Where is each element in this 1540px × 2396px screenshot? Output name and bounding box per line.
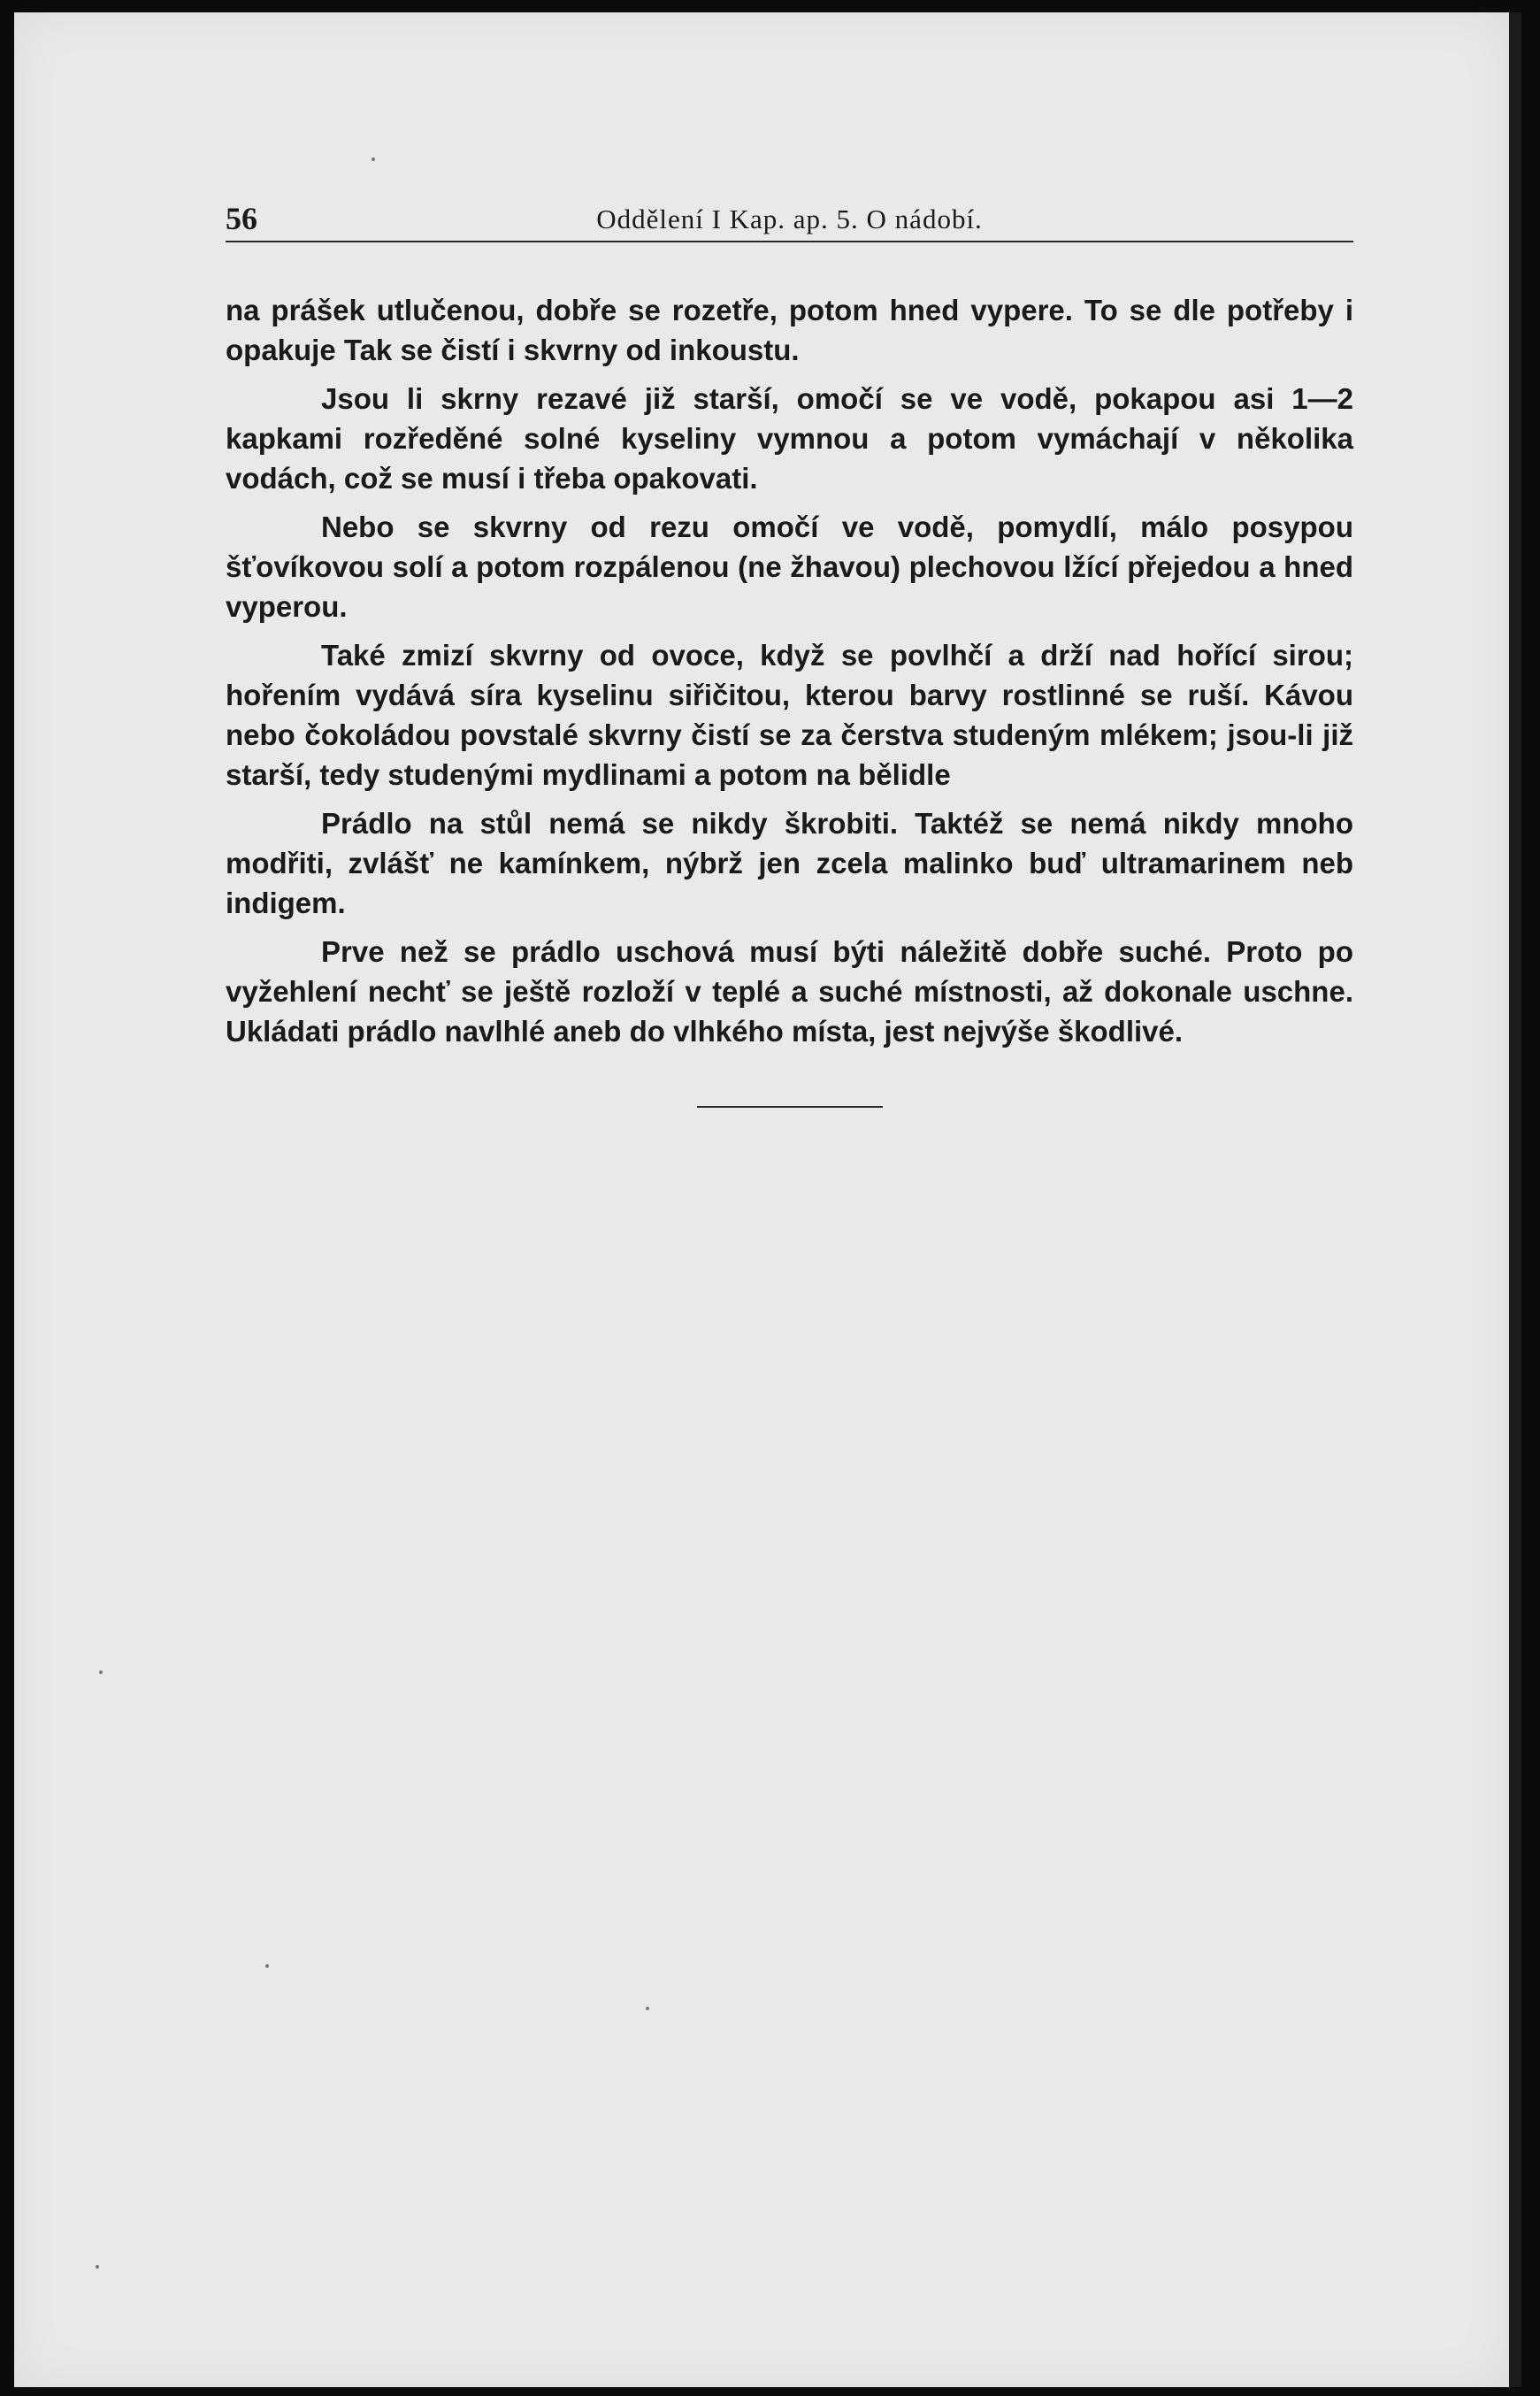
document-page	[226, 195, 1353, 1108]
paragraph: Také zmizí skvrny od ovoce, když se povlhčí a drží nad hořící sirou; hořením vydává síra kyselinu siřičitou, kterou barvy rostlinné se ruší. Kávou nebo čokoládou povstalé skvrny čistí se za čerstva studeným mlékem; jsou-li již starší, tedy studenými mydlinami a potom na bělidle	[226, 639, 1353, 791]
paragraph: Jsou li skrny rezavé již starší, omočí se ve vodě, pokapou asi 1—2 kapkami rozředěné solné kyseliny vymnou a potom vymáchají v několika vodách, což se musí i třeba opakovati.	[226, 382, 1353, 495]
page-edge-shadow	[1509, 12, 1521, 2387]
dust-speck	[96, 2265, 99, 2269]
paragraph: Prádlo na stůl nemá se nikdy škrobiti. Taktéž se nemá nikdy mnoho modřiti, zvlášť ne kamínkem, nýbrž jen zcela malinko buď ultramarinem neb indigem.	[226, 807, 1353, 919]
page-header	[226, 195, 1353, 246]
dust-speck	[372, 157, 375, 161]
header-rule	[226, 241, 1353, 242]
body-text	[226, 290, 1353, 1051]
running-head: Oddělení I Kap. ap. 5. O nádobí.	[596, 204, 983, 234]
section-end-rule	[697, 1106, 883, 1108]
paragraph: na prášek utlučenou, dobře se rozetře, potom hned vypere. To se dle potřeby i opakuje Tak se čistí i skvrny od inkoustu.	[226, 294, 1353, 366]
dust-speck	[265, 1964, 269, 1968]
paragraph: Nebo se skvrny od rezu omočí ve vodě, pomydlí, málo posypou šťovíkovou solí a potom rozpálenou (ne žhavou) plechovou lžící přejedou a hned vyperou.	[226, 511, 1353, 623]
page-number: 56	[226, 201, 257, 236]
dust-speck	[99, 1670, 103, 1674]
paragraph: Prve než se prádlo uschová musí býti náležitě dobře suché. Proto po vyžehlení nechť se ještě rozloží v teplé a suché místnosti, až dokonale uschne. Ukládati prádlo navlhlé aneb do vlhkého místa, jest nejvýše škodlivé.	[226, 935, 1353, 1048]
dust-speck	[646, 2007, 649, 2010]
